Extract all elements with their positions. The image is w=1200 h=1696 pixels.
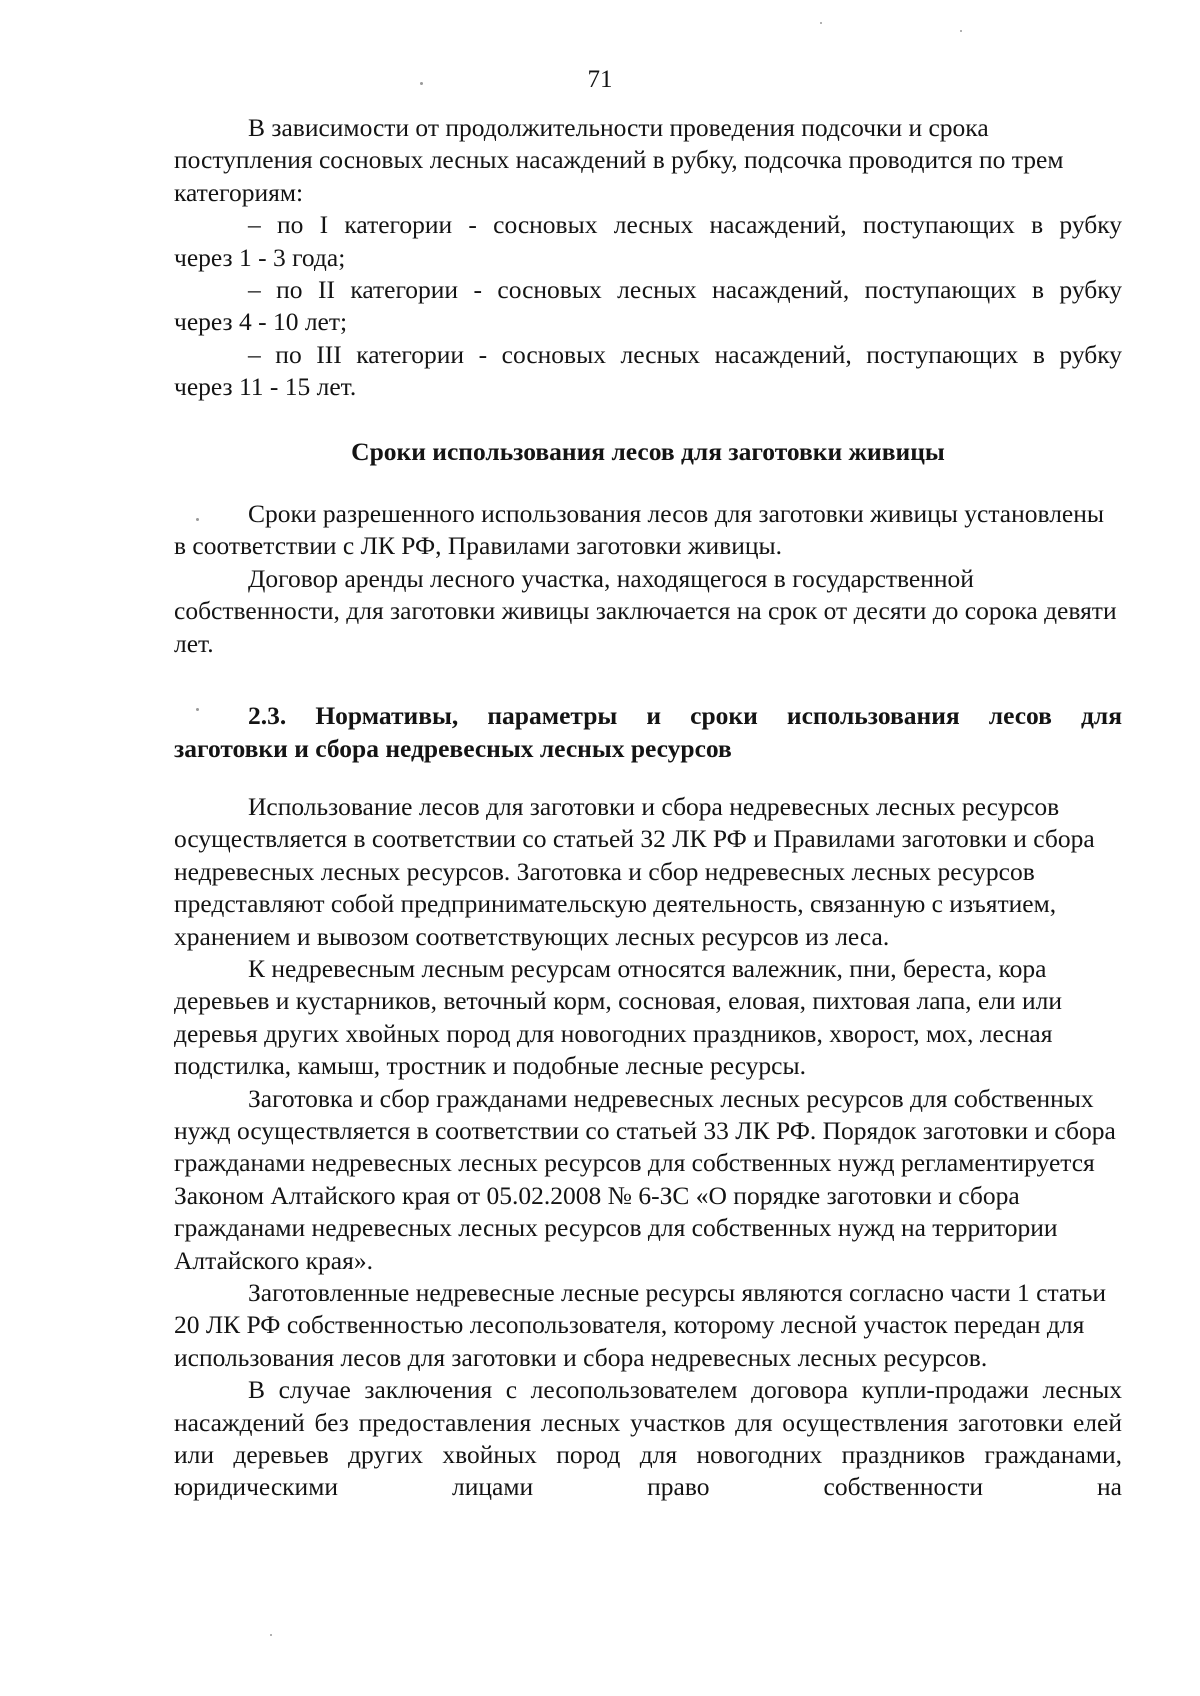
page-body xyxy=(174,112,1122,1504)
category-item-2-line: – по II категории - сосновых лесных насаждений, поступающих в рубку xyxy=(248,275,1122,305)
scan-speck xyxy=(420,82,423,85)
scan-speck xyxy=(820,22,822,24)
resin-paragraph-1: Сроки разрешенного использования лесов для заготовки живицы установлены в соответствии с ЛК РФ, Правилами заготовки живицы. xyxy=(174,499,1105,561)
scan-speck xyxy=(960,30,962,32)
category-item-1-cont: через 1 - 3 года; xyxy=(174,242,346,272)
non-timber-paragraph-5: В случае заключения с лесопользователем договора купли-продажи лесных насаждений без предоставления лесных участков для осуществления заготовки елей или деревьев других хвойных пород для новогодних праздников гражданами, юридическими лицами право собственности на xyxy=(174,1375,1122,1502)
category-item-3-cont: через 11 - 15 лет. xyxy=(174,372,357,402)
section-heading-resin: Сроки использования лесов для заготовки живицы xyxy=(351,436,945,466)
resin-paragraph-2: Договор аренды лесного участка, находящегося в государственной собственности, для заготовки живицы заключается на срок от десяти до сорока девяти лет. xyxy=(174,563,1117,658)
category-item-2-cont: через 4 - 10 лет; xyxy=(174,307,348,337)
scan-speck xyxy=(196,518,199,521)
section-heading-non-timber xyxy=(174,700,1122,765)
non-timber-paragraph-4: Заготовленные недревесные лесные ресурсы являются согласно части 1 статьи 20 ЛК РФ собственностью лесопользователя, которому лесной участок передан для использования лесов для заготовки и сбора недревесных лесных ресурсов. xyxy=(174,1278,1106,1372)
non-timber-paragraph-1: Использование лесов для заготовки и сбора недревесных лесных ресурсов осуществляется в соответствии со статьей 32 ЛК РФ и Правилами заготовки и сбора недревесных лесных ресурсов. Заготовка и сбор недревесных лесных ресурсов представляют собой предпринимательскую деятельность, связанную с изъятием, хранением и вывозом соответствующих лесных ресурсов из леса. xyxy=(174,791,1095,951)
non-timber-paragraph-3: Заготовка и сбор гражданами недревесных лесных ресурсов для собственных нужд осуществляется в соответствии со статьей 33 ЛК РФ. Порядок заготовки и сбора гражданами недревесных лесных ресурсов для собственных нужд регламентируется Законом Алтайского края от 05.02.2008 № 6-ЗС «О порядке заготовки и сбора гражданами недревесных лесных ресурсов для собственных нужд на территории Алтайского края». xyxy=(174,1083,1116,1275)
non-timber-paragraph-2: К недревесным лесным ресурсам относятся валежник, пни, береста, кора деревьев и кустарников, веточный корм, сосновая, еловая, пихтовая лапа, ели или деревья других хвойных пород для новогодних праздников, хворост, мох, лесная подстилка, камыш, тростник и подобные лесные ресурсы. xyxy=(174,953,1062,1081)
section-heading-line-2: заготовки и сбора недревесных лесных ресурсов xyxy=(174,733,732,763)
category-item-3-line: – по III категории - сосновых лесных насаждений, поступающих в рубку xyxy=(248,339,1122,369)
page-number: 71 xyxy=(587,66,613,93)
scan-speck xyxy=(196,708,199,711)
category-item-1-line: – по I категории - сосновых лесных насаждений, поступающих в рубку xyxy=(248,210,1122,240)
intro-paragraph: В зависимости от продолжительности проведения подсочки и срока поступления сосновых лесных насаждений в рубку, подсочка проводится по трем категориям: xyxy=(174,113,1064,207)
section-heading-line-1: 2.3. Нормативы, параметры и сроки использования лесов для xyxy=(248,701,1122,731)
scan-speck xyxy=(270,1634,272,1636)
